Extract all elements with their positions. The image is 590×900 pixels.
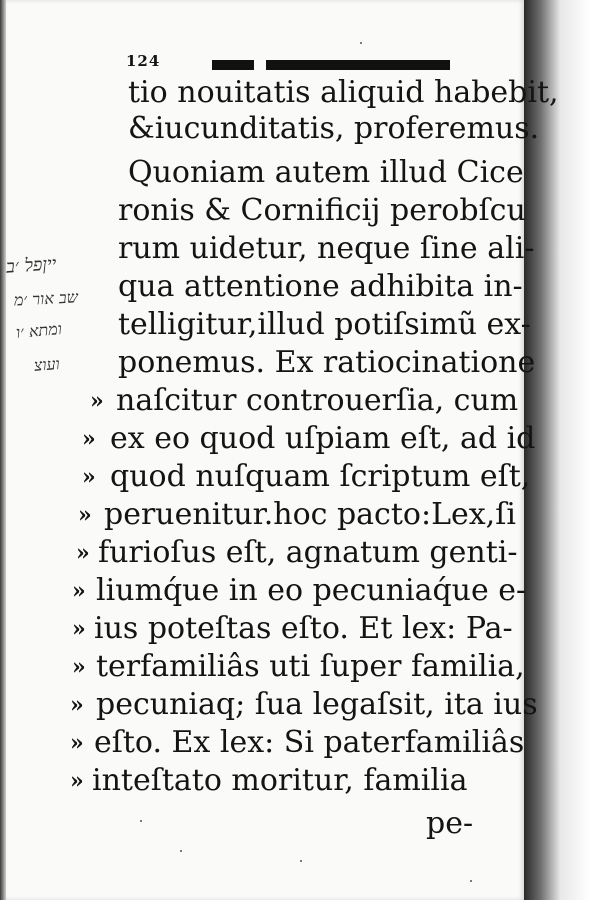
line-text: tio nouitatis aliquid habebit, [128, 75, 559, 110]
quote-mark: » [70, 730, 84, 756]
line-text: naſcitur controuerſia, cum [116, 383, 519, 418]
marginalia-note: ייןפל ׳ב [5, 253, 58, 278]
catchword: pe- [426, 806, 474, 841]
quote-mark: » [82, 426, 96, 452]
line-text: eſto. Ex lex: Si paterfamiliâs [94, 725, 525, 760]
marginalia-note: ועוצ [33, 354, 61, 375]
quote-mark: » [72, 654, 86, 680]
page-number: 124 [126, 52, 161, 70]
line-text: quod nuſquam ſcriptum eſt, [110, 459, 531, 494]
line-text: inteſtato moritur, familia [92, 763, 468, 798]
line-text: rum uidetur, neque ſine ali- [118, 231, 535, 266]
line-text: ponemus. Ex ratiocinatione [118, 345, 536, 380]
running-title [212, 54, 399, 70]
marginalia-note: שב אור ׳מ [13, 287, 79, 310]
handwritten-marginalia [4, 255, 108, 395]
quote-mark: » [72, 616, 86, 642]
quote-mark: » [82, 464, 96, 490]
line-text: &iucunditatis, proferemus. [128, 111, 540, 146]
line-text: ronis & Cornificij perobſcu [118, 193, 526, 228]
quote-mark: » [70, 692, 84, 718]
line-text: ex eo quod uſpiam eſt, ad id [110, 421, 536, 456]
line-text: telligitur,illud potiſsimũ ex- [118, 307, 531, 342]
quote-mark: » [70, 768, 84, 794]
quote-mark: » [90, 388, 104, 414]
line-text: liumq́ue in eo pecuniaq́ue e- [96, 573, 527, 608]
marginalia-note: ומתא ׳ו [15, 319, 63, 342]
line-text: peruenitur.hoc pacto:Lex,ſi [104, 497, 516, 532]
quote-mark: » [78, 502, 92, 528]
quote-mark: » [72, 578, 86, 604]
line-text: qua attentione adhibita in- [118, 269, 523, 304]
quote-mark: » [76, 540, 90, 566]
line-text: terfamiliâs uti ſuper familia, [96, 649, 525, 684]
line-text: pecuniaq; ſua legaſsit, ita ius [96, 687, 538, 722]
line-text: furioſus eſt, agnatum genti- [98, 535, 518, 570]
line-text: Quoniam autem illud Cice [128, 155, 524, 190]
line-text: ius poteſtas eſto. Et lex: Pa- [94, 611, 513, 646]
